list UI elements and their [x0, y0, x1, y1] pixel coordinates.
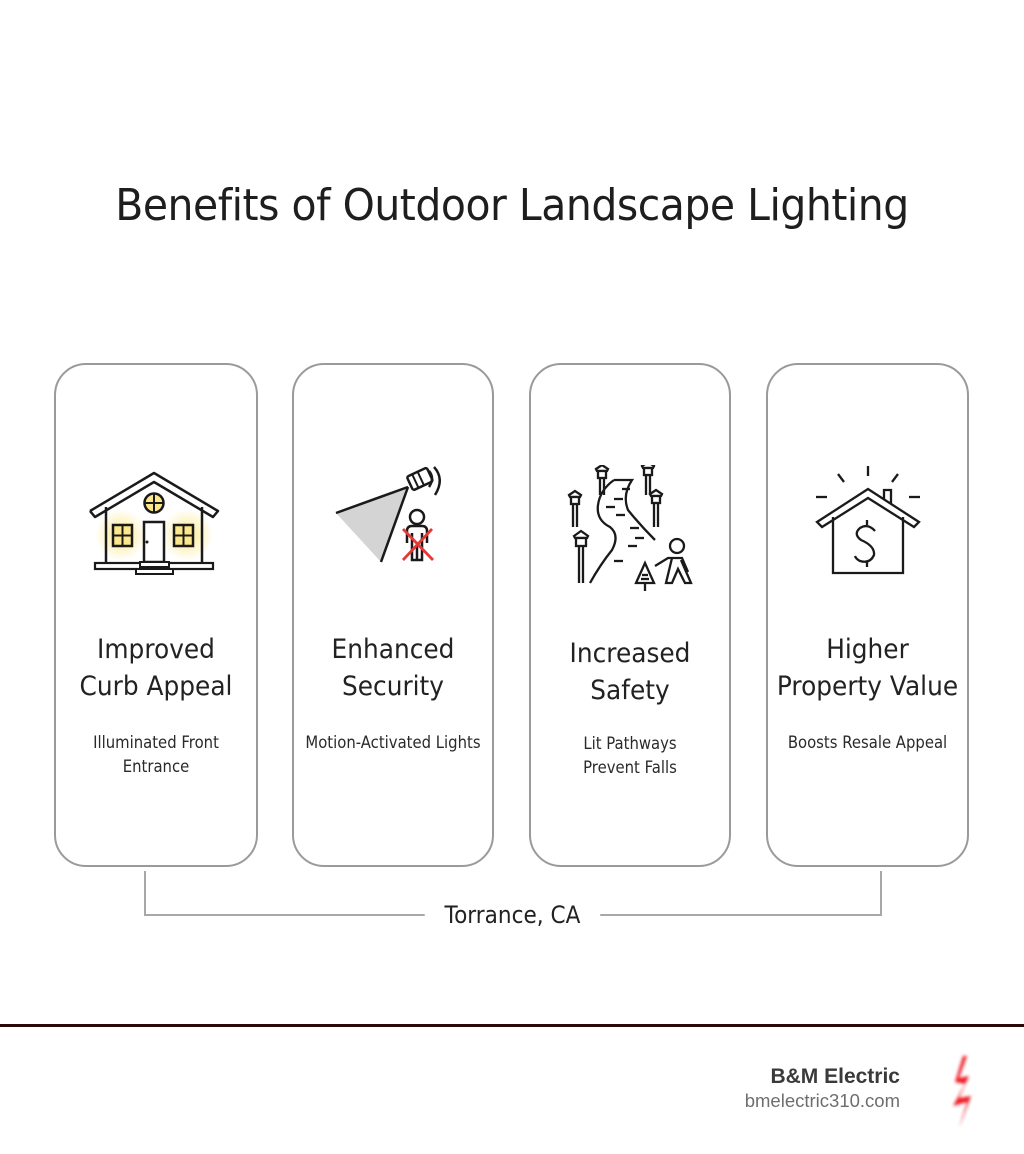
card-heading-line2: Safety: [590, 675, 670, 706]
house-lit-windows-icon: [86, 465, 226, 600]
card-subtext-line2: Prevent Falls: [583, 758, 677, 777]
card-subtext: [304, 731, 482, 755]
card-subtext-line1: Motion-Activated Lights: [305, 733, 481, 752]
card-heading-line1: Increased: [569, 638, 691, 669]
card-subtext: [66, 731, 246, 779]
card-heading: [539, 635, 721, 709]
location-text: Torrance, CA: [424, 901, 599, 929]
card-heading: [302, 631, 484, 705]
card-subtext-line2: Entrance: [122, 757, 190, 776]
footer-divider: [0, 1024, 1024, 1027]
card-heading-line1: Improved: [97, 634, 215, 665]
card-heading-line1: Enhanced: [331, 634, 455, 665]
brand-name: B&M Electric: [770, 1065, 900, 1088]
benefit-card-property-value: [766, 363, 969, 867]
benefit-card-curb-appeal: [54, 363, 258, 867]
card-subtext: [541, 732, 719, 780]
card-heading: [776, 631, 959, 705]
lit-pathway-walker-icon: [560, 465, 700, 600]
card-heading-line2: Property Value: [776, 671, 959, 702]
card-subtext-line1: Illuminated Front: [93, 733, 219, 752]
location-label: [0, 901, 1024, 929]
card-heading: [64, 631, 248, 705]
card-subtext-line1: Boosts Resale Appeal: [787, 733, 948, 752]
benefit-card-security: [292, 363, 494, 867]
house-dollar-icon: [798, 465, 938, 600]
motion-floodlight-icon: [323, 465, 463, 600]
benefit-card-safety: [529, 363, 731, 867]
card-heading-line1: Higher: [826, 634, 909, 665]
card-heading-line2: Curb Appeal: [79, 671, 233, 702]
footer-brand: [745, 1064, 900, 1112]
card-subtext: [778, 731, 957, 755]
page-title: Benefits of Outdoor Landscape Lighting: [115, 180, 909, 231]
card-subtext-line1: Lit Pathways: [583, 734, 677, 753]
card-heading-line2: Security: [341, 671, 445, 702]
lightning-bolt-icon: [945, 1052, 979, 1132]
brand-website[interactable]: bmelectric310.com: [744, 1090, 900, 1111]
